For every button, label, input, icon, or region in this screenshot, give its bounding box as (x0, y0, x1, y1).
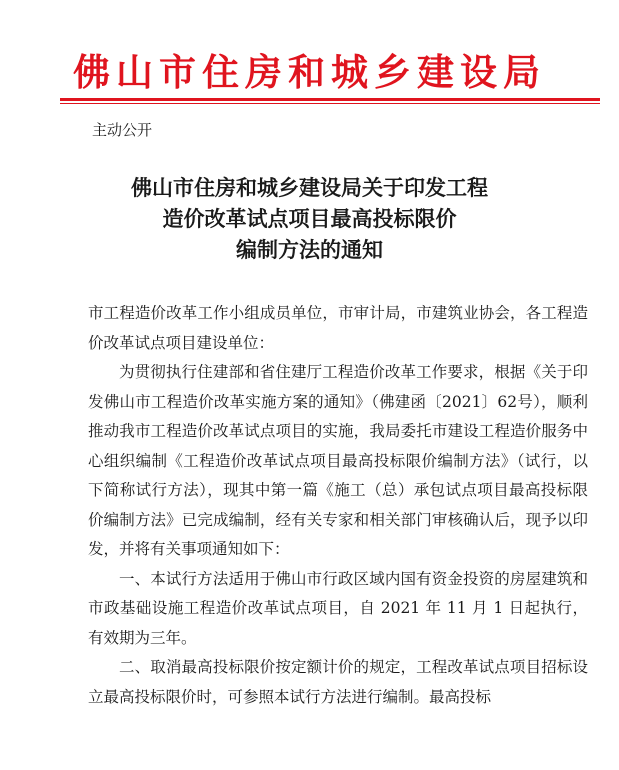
disclosure-label: 主动公开 (92, 121, 153, 139)
issuing-authority-header: 佛山市住房和城乡建设局 (73, 50, 546, 94)
body-paragraph-1: 为贯彻执行住建部和省住建厅工程造价改革工作要求，根据《关于印发佛山市工程造价改革实施方案的通知》（佛建函〔2021〕62号），顺利推动我市工程造价改革试点项目的实施，我局委托市建设工程造价服务中心组织编制《工程造价改革试点项目最高投标限价编制方法》（试行，以下简称试行方法），现其中第一篇《施工（总）承包试点项目最高投标限价编制方法》已完成编制，经有关专家和相关部门审核确认后，现予以印发，并将有关事项通知如下： (88, 363, 588, 558)
document-title (0, 172, 619, 265)
document-body (88, 299, 588, 712)
addressee-paragraph: 市工程造价改革工作小组成员单位，市审计局，市建筑业协会，各工程造价改革试点项目建设单位： (88, 304, 588, 352)
body-paragraph-3: 二、取消最高投标限价按定额计价的规定，工程改革试点项目招标设立最高投标限价时，可参照本试行方法进行编制。最高投标 (88, 658, 588, 706)
title-line-3: 编制方法的通知 (236, 237, 383, 262)
title-line-2: 造价改革试点项目最高投标限价 (162, 206, 457, 231)
title-line-1: 佛山市住房和城乡建设局关于印发工程 (131, 175, 488, 200)
header-rule-thin (60, 103, 600, 104)
header-rule-thick (60, 98, 600, 101)
body-paragraph-2: 一、本试行方法适用于佛山市行政区域内国有资金投资的房屋建筑和市政基础设施工程造价改革试点项目，自 2021 年 11 月 1 日起执行，有效期为三年。 (88, 569, 588, 647)
